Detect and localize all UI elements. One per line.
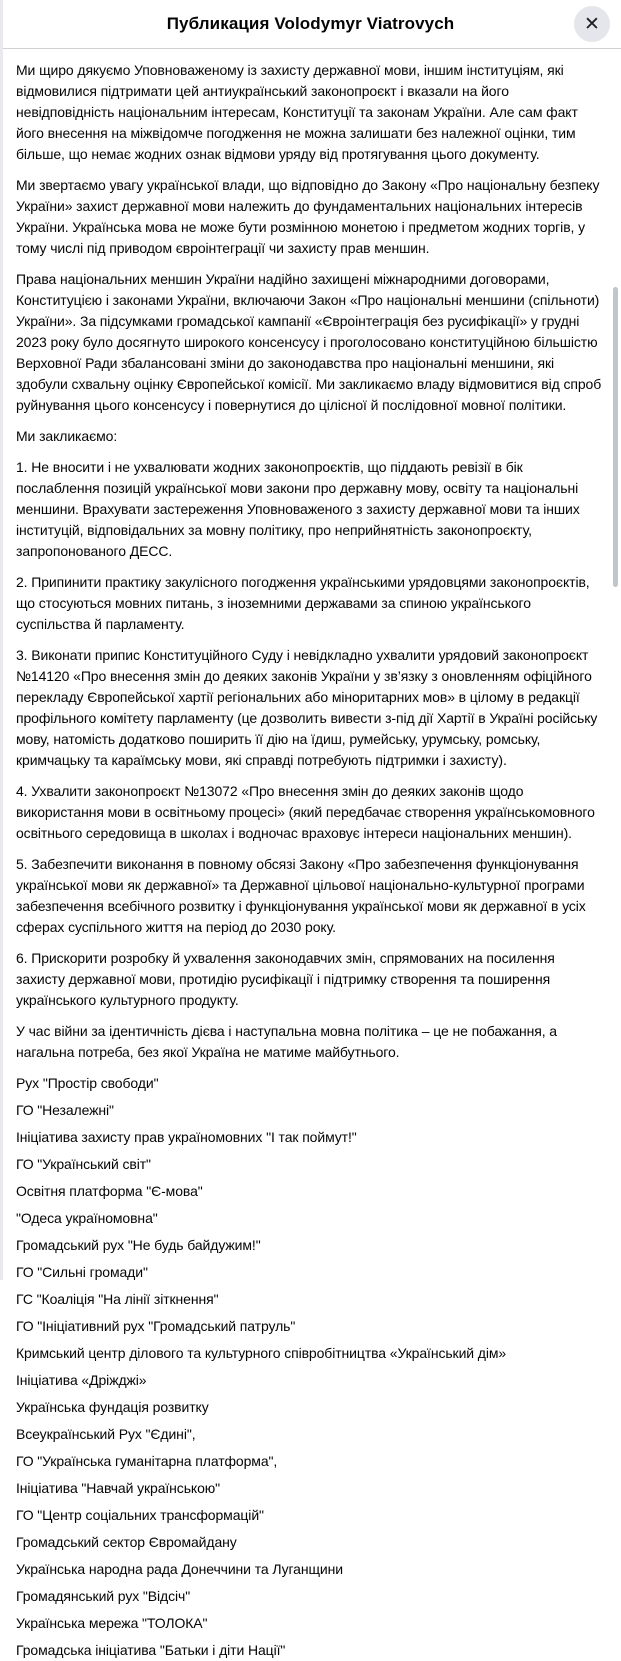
- signatory-line: ГО "Сильні громади": [16, 1264, 148, 1280]
- signatory-line: Громадська ініціатива "Батьки і діти Нації": [16, 1642, 286, 1658]
- signatory-line: Ініціатива захисту прав україномовних "І так поймут!": [16, 1129, 357, 1145]
- signatory-line: Всеукраїнський Рух "Єдині",: [16, 1426, 196, 1442]
- post-paragraph: Права національних меншин України надійно захищені міжнародними договорами, Конституцією і законами України, включаючи Закон «Про національні меншини (спільноти) України». За підсумками громадської кампанії «Євроінтеграція без русифікації» у грудні 2023 року було досягнуто широкого консенсусу і проголосовано конституційною більшістю Верховної Ради збалансовані зміни до законодавства про національні меншини, які здобули схвальну оцінку Європейської комісії. Ми закликаємо владу відмовитися від спроб руйнування цього консенсусу і повернутися до цілісної й послідовної мовної політики.: [16, 271, 605, 413]
- signatory-line: ГО "Ініціативний рух "Громадський патруль": [16, 1318, 296, 1334]
- modal-header: [0, 0, 621, 49]
- signatory-line: "Одеса україномовна": [16, 1210, 158, 1226]
- post-paragraph: Ми щиро дякуємо Уповноваженому із захисту державної мови, іншим інституціям, які відмовилися підтримати цей антиукраїнський законопроєкт і вказали на його невідповідність національним інтересам, Конституції та законам України. Але сам факт його внесення на міжвідомче погодження не можна залишати без належної оцінки, тим більше, що немає жодних ознак відмови уряду від протягування цього документу.: [16, 62, 582, 162]
- signatory-line: ГО "Центр соціальних трансформацій": [16, 1507, 264, 1523]
- post-paragraph: 1. Не вносити і не ухвалювати жодних законопроєктів, що піддають ревізії в бік послаблення позицій української мови закони про державну мову, освіту та національні меншини. Врахувати застереження Уповноваженого з захисту державної мови та інших інституцій, відповідальних за мовну політику, про неприйнятність законопроєкту, запропонованого ДЕСС.: [16, 459, 584, 559]
- post-paragraph: Ми закликаємо:: [16, 428, 118, 444]
- modal-title: Публикация Volodymyr Viatrovych: [166, 14, 455, 33]
- signatory-line: ГО "Українська гуманітарна платформа",: [16, 1453, 278, 1469]
- signatory-line: ГО "Український світ": [16, 1156, 151, 1172]
- signatory-line: Кримський центр ділового та культурного співробітництва «Український дім»: [16, 1345, 507, 1361]
- post-paragraph: 5. Забезпечити виконання в повному обсязі Закону «Про забезпечення функціонування української мови як державної» та Державної цільової національно-культурної програми забезпечення всебічного розвитку і функціонування української мови як державної в усіх сферах суспільного життя на період до 2030 року.: [16, 856, 590, 935]
- signatory-line: Освітня платформа "Є-мова": [16, 1183, 203, 1199]
- post-paragraph: 6. Прискорити розробку й ухвалення законодавчих змін, спрямованих на посилення захисту державної мови, протидію русифікації і підтримку створення та поширення українського культурного продукту.: [16, 950, 559, 1008]
- signatory-line: Ініціатива «Дріжджі»: [16, 1372, 147, 1388]
- scrollbar-thumb[interactable]: [613, 287, 618, 587]
- post-paragraphs: [16, 60, 605, 1063]
- signatory-line: Українська мережа "ТОЛОКА": [16, 1615, 208, 1631]
- signatory-line: ГС "Коаліція "На лінії зіткнення": [16, 1291, 219, 1307]
- signatory-line: Рух "Простір свободи": [16, 1075, 159, 1091]
- close-button[interactable]: [574, 6, 610, 42]
- signatory-line: Ініціатива "Навчай українською": [16, 1480, 221, 1496]
- signatories-list: [16, 1073, 605, 1661]
- post-body: [0, 49, 621, 1661]
- page-edge-strip: [0, 0, 3, 1280]
- signatory-line: Громадський рух "Не будь байдужим!": [16, 1237, 261, 1253]
- post-paragraph: У час війни за ідентичність дієва і наступальна мовна політика – це не побажання, а нагальна потреба, без якої Україна не матиме майбутнього.: [16, 1023, 561, 1060]
- signatory-line: Громадянський рух "Відсіч": [16, 1588, 191, 1604]
- post-paragraph: 2. Припинити практику закулісного погодження українськими урядовцями законопроєктів, що стосуються мовних питань, з іноземними державами за спиною українського суспільства й парламенту.: [16, 574, 594, 632]
- post-paragraph: Ми звертаємо увагу української влади, що відповідно до Закону «Про національну безпеку України» захист державної мови належить до фундаментальних національних інтересів України. Українська мова не може бути розмінною монетою і предметом жодних торгів, у тому числі під приводом євроінтеграції чи захисту прав меншин.: [16, 177, 604, 256]
- signatory-line: Українська народна рада Донеччини та Луганщини: [16, 1561, 343, 1577]
- post-paragraph: 4. Ухвалити законопроєкт №13072 «Про внесення змін до деяких законів щодо використання мови в освітньому процесі» (який передбачає створення українськомовного освітнього середовища в школах і водночас враховує інтереси національних меншин).: [16, 783, 599, 841]
- signatory-line: Українська фундація розвитку: [16, 1399, 209, 1415]
- signatory-line: ГО "Незалежні": [16, 1102, 114, 1118]
- close-icon: ✕: [584, 12, 600, 35]
- post-paragraph: 3. Виконати припис Конституційного Суду і невідкладно ухвалити урядовий законопроєкт №14120 «Про внесення змін до деяких законів України у зв’язку з оновленням офіційного перекладу Європейської хартії регіональних або міноритарних мов» в цілому в редакції профільного комітету парламенту (це дозволить вивести з-під дії Хартії в Україні російську мову, натомість додатково поширить її дію на їдиш, румейську, урумську, ромську, кримчацьку та караїмську мови, які справді потребують підтримки і захисту).: [16, 647, 602, 768]
- signatory-line: Громадський сектор Євромайдану: [16, 1534, 237, 1550]
